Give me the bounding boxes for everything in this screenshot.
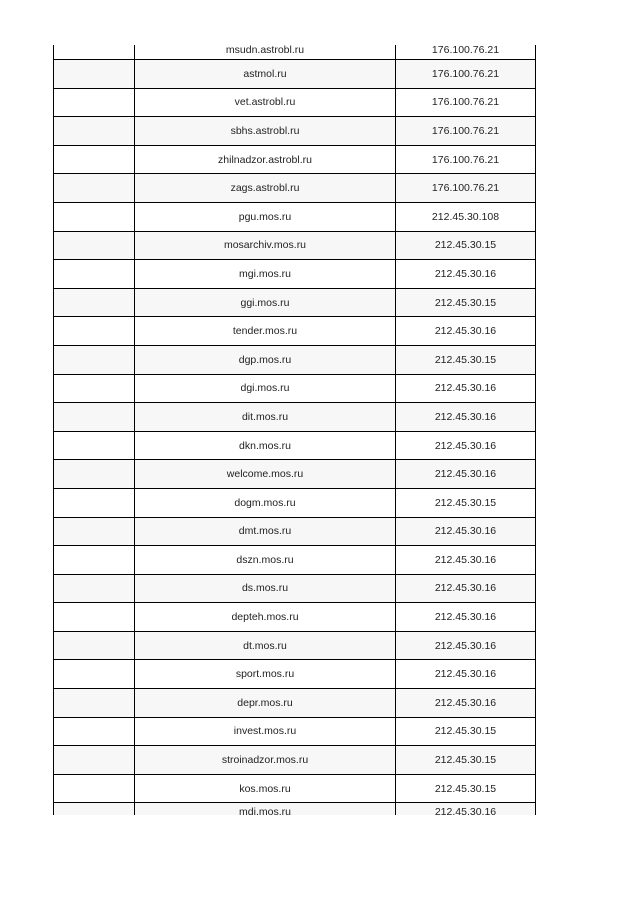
table-row xyxy=(54,574,536,603)
domain-cell: mgi.mos.ru xyxy=(135,260,396,289)
table-row xyxy=(54,603,536,632)
empty-cell xyxy=(54,117,135,146)
empty-cell xyxy=(54,517,135,546)
ip-cell: 212.45.30.16 xyxy=(396,517,536,546)
table-row xyxy=(54,717,536,746)
table-row xyxy=(54,202,536,231)
table-row xyxy=(54,231,536,260)
domain-cell: dit.mos.ru xyxy=(135,403,396,432)
empty-cell xyxy=(54,774,135,803)
domain-cell: dgi.mos.ru xyxy=(135,374,396,403)
domain-cell: ggi.mos.ru xyxy=(135,288,396,317)
empty-cell xyxy=(54,574,135,603)
table-row xyxy=(54,345,536,374)
empty-cell xyxy=(54,60,135,89)
table-row xyxy=(54,774,536,803)
empty-cell xyxy=(54,145,135,174)
empty-cell xyxy=(54,374,135,403)
ip-cell: 212.45.30.16 xyxy=(396,317,536,346)
ip-cell: 176.100.76.21 xyxy=(396,145,536,174)
table-row xyxy=(54,117,536,146)
empty-cell xyxy=(54,689,135,718)
domain-cell: stroinadzor.mos.ru xyxy=(135,746,396,775)
ip-cell: 176.100.76.21 xyxy=(396,117,536,146)
table-row xyxy=(54,403,536,432)
empty-cell xyxy=(54,546,135,575)
ip-cell: 212.45.30.16 xyxy=(396,603,536,632)
table-row xyxy=(54,288,536,317)
ip-cell: 176.100.76.21 xyxy=(396,88,536,117)
empty-cell xyxy=(54,231,135,260)
table-row xyxy=(54,374,536,403)
ip-cell: 212.45.30.16 xyxy=(396,631,536,660)
ip-cell: 212.45.30.15 xyxy=(396,488,536,517)
domain-cell: dmt.mos.ru xyxy=(135,517,396,546)
table-row xyxy=(54,660,536,689)
domain-cell: sport.mos.ru xyxy=(135,660,396,689)
ip-cell: 212.45.30.16 xyxy=(396,374,536,403)
domain-cell: dgp.mos.ru xyxy=(135,345,396,374)
table-row xyxy=(54,488,536,517)
table-row xyxy=(54,746,536,775)
empty-cell xyxy=(54,631,135,660)
domain-cell: ds.mos.ru xyxy=(135,574,396,603)
domain-cell: tender.mos.ru xyxy=(135,317,396,346)
ip-cell: 176.100.76.21 xyxy=(396,174,536,203)
domain-cell: astmol.ru xyxy=(135,60,396,89)
domain-cell: dkn.mos.ru xyxy=(135,431,396,460)
table-row xyxy=(54,174,536,203)
domain-cell: depteh.mos.ru xyxy=(135,603,396,632)
empty-cell xyxy=(54,431,135,460)
empty-cell xyxy=(54,717,135,746)
empty-cell xyxy=(54,202,135,231)
ip-cell: 212.45.30.16 xyxy=(396,431,536,460)
empty-cell xyxy=(54,403,135,432)
domain-ip-table xyxy=(53,45,536,815)
domain-cell: dogm.mos.ru xyxy=(135,488,396,517)
ip-cell: 212.45.30.108 xyxy=(396,202,536,231)
table-row xyxy=(54,689,536,718)
ip-cell: 176.100.76.21 xyxy=(396,45,536,60)
ip-cell: 176.100.76.21 xyxy=(396,60,536,89)
table-row xyxy=(54,60,536,89)
empty-cell xyxy=(54,345,135,374)
domain-cell: msudn.astrobl.ru xyxy=(135,45,396,60)
ip-cell: 212.45.30.16 xyxy=(396,546,536,575)
ip-cell: 212.45.30.15 xyxy=(396,746,536,775)
empty-cell xyxy=(54,317,135,346)
table-body xyxy=(54,45,536,815)
domain-cell: welcome.mos.ru xyxy=(135,460,396,489)
table-row xyxy=(54,260,536,289)
empty-cell xyxy=(54,488,135,517)
domain-cell: kos.mos.ru xyxy=(135,774,396,803)
empty-cell xyxy=(54,603,135,632)
ip-cell: 212.45.30.16 xyxy=(396,403,536,432)
empty-cell xyxy=(54,746,135,775)
ip-cell: 212.45.30.16 xyxy=(396,460,536,489)
table-row xyxy=(54,517,536,546)
table-row xyxy=(54,631,536,660)
domain-cell: vet.astrobl.ru xyxy=(135,88,396,117)
empty-cell xyxy=(54,88,135,117)
domain-cell: depr.mos.ru xyxy=(135,689,396,718)
domain-cell: sbhs.astrobl.ru xyxy=(135,117,396,146)
table-row-partial-bottom xyxy=(54,803,536,816)
domain-cell: invest.mos.ru xyxy=(135,717,396,746)
table-row xyxy=(54,431,536,460)
empty-cell xyxy=(54,45,135,60)
empty-cell xyxy=(54,174,135,203)
ip-cell: 212.45.30.16 xyxy=(396,260,536,289)
table-row xyxy=(54,145,536,174)
empty-cell xyxy=(54,460,135,489)
ip-cell: 212.45.30.15 xyxy=(396,774,536,803)
ip-cell: 212.45.30.16 xyxy=(396,660,536,689)
ip-cell: 212.45.30.16 xyxy=(396,803,536,816)
table-row xyxy=(54,88,536,117)
domain-cell: dszn.mos.ru xyxy=(135,546,396,575)
table-row xyxy=(54,317,536,346)
empty-cell xyxy=(54,260,135,289)
empty-cell xyxy=(54,803,135,816)
ip-cell: 212.45.30.15 xyxy=(396,231,536,260)
domain-cell: zags.astrobl.ru xyxy=(135,174,396,203)
table-row xyxy=(54,546,536,575)
ip-cell: 212.45.30.15 xyxy=(396,345,536,374)
ip-cell: 212.45.30.16 xyxy=(396,689,536,718)
domain-cell: pgu.mos.ru xyxy=(135,202,396,231)
domain-cell: mdi.mos.ru xyxy=(135,803,396,816)
empty-cell xyxy=(54,660,135,689)
empty-cell xyxy=(54,288,135,317)
ip-cell: 212.45.30.15 xyxy=(396,717,536,746)
domain-cell: dt.mos.ru xyxy=(135,631,396,660)
table-row-partial-top xyxy=(54,45,536,60)
ip-cell: 212.45.30.15 xyxy=(396,288,536,317)
domain-cell: zhilnadzor.astrobl.ru xyxy=(135,145,396,174)
domain-cell: mosarchiv.mos.ru xyxy=(135,231,396,260)
ip-cell: 212.45.30.16 xyxy=(396,574,536,603)
table-row xyxy=(54,460,536,489)
